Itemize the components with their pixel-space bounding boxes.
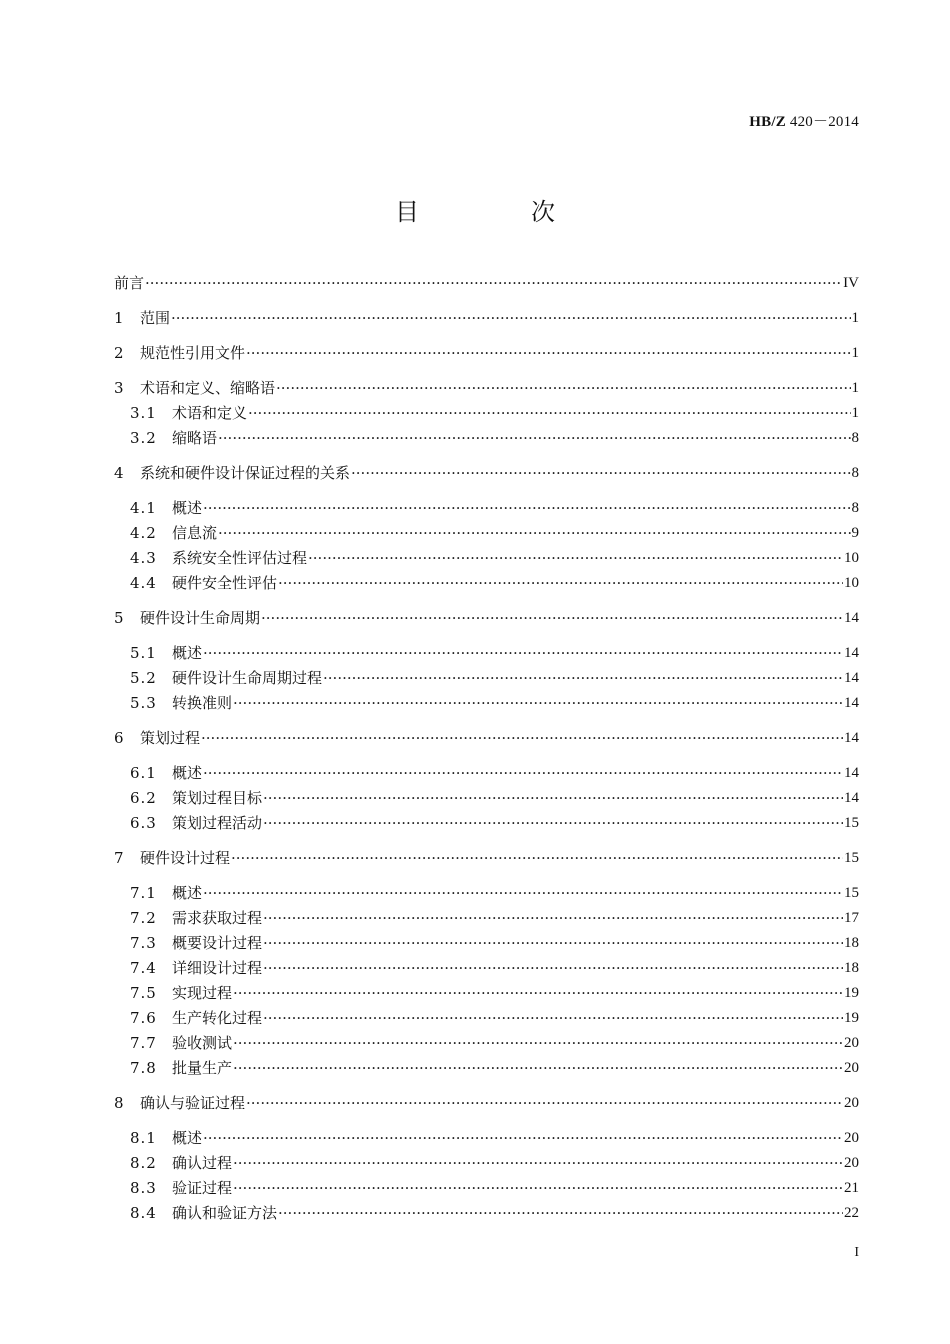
toc-entry-label: 需求获取过程 — [172, 909, 263, 927]
toc-leader-dots — [203, 883, 843, 903]
toc-entry-label: 系统和硬件设计保证过程的关系 — [140, 464, 351, 482]
toc-leader-dots — [263, 813, 843, 833]
toc-leader-dots — [203, 643, 843, 663]
toc-entry[interactable] — [130, 1178, 859, 1198]
toc-entry-page: 20 — [844, 1095, 859, 1111]
toc-entry-page: 15 — [844, 815, 859, 831]
toc-entry-number: 1 — [114, 309, 124, 327]
toc-entry-number: 8.2 — [130, 1154, 157, 1172]
toc-entry-number: 3 — [114, 379, 124, 397]
toc-entry-page: 14 — [844, 695, 859, 711]
toc-entry-label: 确认和验证方法 — [172, 1204, 278, 1222]
toc-leader-dots — [201, 728, 843, 748]
toc-entry[interactable] — [130, 1008, 859, 1028]
toc-entry-page: 14 — [844, 765, 859, 781]
standard-year: 420－2014 — [789, 114, 859, 130]
toc-entry[interactable] — [114, 848, 859, 868]
toc-entry-label: 验证过程 — [172, 1179, 233, 1197]
toc-entry-page: 17 — [844, 910, 859, 926]
toc-entry-label: 策划过程 — [140, 729, 201, 747]
toc-entry-number: 4.3 — [130, 549, 157, 567]
toc-entry[interactable] — [130, 498, 859, 518]
toc-leader-dots — [233, 693, 843, 713]
toc-entry-number: 5.1 — [130, 644, 157, 662]
toc-entry[interactable] — [114, 273, 859, 293]
toc-entry-number: 4 — [114, 464, 124, 482]
toc-entry-number: 5.3 — [130, 694, 157, 712]
toc-entry-number: 7.3 — [130, 934, 157, 952]
toc-entry[interactable] — [130, 883, 859, 903]
page-number: I — [854, 1245, 859, 1260]
toc-entry-label: 策划过程活动 — [172, 814, 263, 832]
toc-entry-label: 硬件设计过程 — [140, 849, 231, 867]
toc-leader-dots — [203, 763, 843, 783]
toc-entry-number: 3.1 — [130, 404, 157, 422]
toc-entry[interactable] — [114, 463, 859, 483]
toc-entry-label: 验收测试 — [172, 1034, 233, 1052]
toc-entry-page: 14 — [844, 670, 859, 686]
toc-entry[interactable] — [114, 728, 859, 748]
toc-entry-page: 10 — [844, 550, 859, 566]
toc-entry-page: 1 — [851, 380, 859, 396]
toc-entry-label: 前言 — [114, 274, 145, 292]
toc-entry[interactable] — [130, 1058, 859, 1078]
toc-entry[interactable] — [130, 763, 859, 783]
toc-leader-dots — [171, 308, 850, 328]
toc-entry-label: 信息流 — [172, 524, 218, 542]
toc-entry-label: 概述 — [172, 1129, 203, 1147]
toc-entry[interactable] — [130, 813, 859, 833]
toc-entry-label: 生产转化过程 — [172, 1009, 263, 1027]
toc-entry[interactable] — [130, 668, 859, 688]
toc-entry-number: 8 — [114, 1094, 124, 1112]
toc-entry-page: 20 — [844, 1035, 859, 1051]
toc-entry-page: 15 — [844, 850, 859, 866]
toc-entry[interactable] — [130, 1153, 859, 1173]
toc-entry[interactable] — [114, 608, 859, 628]
toc-leader-dots — [261, 608, 843, 628]
toc-entry-page: 22 — [844, 1205, 859, 1221]
toc-entry-page: 14 — [844, 645, 859, 661]
toc-entry-number: 2 — [114, 344, 124, 362]
toc-entry-number: 7.5 — [130, 984, 157, 1002]
toc-entry-label: 概述 — [172, 499, 203, 517]
toc-entry-number: 3.2 — [130, 429, 157, 447]
toc-entry-number: 5 — [114, 609, 124, 627]
toc-entry-number: 6.3 — [130, 814, 157, 832]
toc-leader-dots — [263, 788, 843, 808]
toc-entry-page: 14 — [844, 730, 859, 746]
toc-leader-dots — [233, 1153, 843, 1173]
standard-code: HB/Z — [749, 114, 786, 130]
toc-leader-dots — [203, 1128, 843, 1148]
toc-entry[interactable] — [114, 308, 859, 328]
toc-entry[interactable] — [130, 403, 859, 423]
toc-entry-label: 概述 — [172, 764, 203, 782]
toc-entry[interactable] — [130, 1033, 859, 1053]
toc-entry[interactable] — [114, 1093, 859, 1113]
toc-entry-number: 7.8 — [130, 1059, 157, 1077]
toc-entry-number: 6 — [114, 729, 124, 747]
toc-entry-page: IV — [843, 275, 859, 291]
toc-leader-dots — [351, 463, 850, 483]
toc-entry-number: 4.2 — [130, 524, 157, 542]
toc-leader-dots — [263, 1008, 843, 1028]
toc-entry-number: 5.2 — [130, 669, 157, 687]
toc-entry[interactable] — [130, 1203, 859, 1223]
toc-leader-dots — [263, 933, 843, 953]
toc-entry[interactable] — [130, 428, 859, 448]
toc-entry-label: 详细设计过程 — [172, 959, 263, 977]
toc-entry-page: 15 — [844, 885, 859, 901]
toc-entry-label: 术语和定义 — [172, 404, 248, 422]
toc-leader-dots — [203, 498, 850, 518]
toc-entry-page: 10 — [844, 575, 859, 591]
toc-leader-dots — [246, 343, 850, 363]
toc-entry-label: 硬件设计生命周期 — [140, 609, 261, 627]
toc-leader-dots — [278, 1203, 843, 1223]
toc-entry-number: 7 — [114, 849, 124, 867]
toc-entry[interactable] — [130, 1128, 859, 1148]
toc-entry-page: 9 — [851, 525, 859, 541]
toc-entry-page: 1 — [851, 345, 859, 361]
toc-entry-number: 7.2 — [130, 909, 157, 927]
toc-entry-label: 概要设计过程 — [172, 934, 263, 952]
toc-entry-label: 概述 — [172, 884, 203, 902]
toc-leader-dots — [233, 1033, 843, 1053]
toc-leader-dots — [308, 548, 843, 568]
toc-entry[interactable] — [130, 693, 859, 713]
toc-entry[interactable] — [130, 788, 859, 808]
toc-entry[interactable] — [130, 548, 859, 568]
toc-entry-number: 8.3 — [130, 1179, 157, 1197]
toc-entry[interactable] — [130, 958, 859, 978]
toc-entry-page: 18 — [844, 935, 859, 951]
toc-entry-number: 6.2 — [130, 789, 157, 807]
toc-leader-dots — [233, 983, 843, 1003]
toc-entry-label: 实现过程 — [172, 984, 233, 1002]
toc-entry-number: 6.1 — [130, 764, 157, 782]
toc-entry[interactable] — [130, 983, 859, 1003]
toc-entry-label: 规范性引用文件 — [140, 344, 246, 362]
toc-entry[interactable] — [130, 908, 859, 928]
toc-leader-dots — [323, 668, 843, 688]
toc-entry[interactable] — [114, 378, 859, 398]
toc-entry-label: 确认过程 — [172, 1154, 233, 1172]
toc-entry-label: 概述 — [172, 644, 203, 662]
toc-entry-page: 20 — [844, 1060, 859, 1076]
toc-entry-page: 8 — [851, 465, 859, 481]
toc-entry[interactable] — [114, 343, 859, 363]
toc-entry-label: 系统安全性评估过程 — [172, 549, 308, 567]
toc-entry-number: 8.1 — [130, 1129, 157, 1147]
toc-entry-page: 21 — [844, 1180, 859, 1196]
toc-entry-label: 硬件设计生命周期过程 — [172, 669, 323, 687]
toc-leader-dots — [246, 1093, 843, 1113]
toc-entry[interactable] — [130, 573, 859, 593]
toc-leader-dots — [276, 378, 850, 398]
toc-entry-number: 7.1 — [130, 884, 157, 902]
toc-entry-page: 20 — [844, 1155, 859, 1171]
toc-leader-dots — [218, 523, 850, 543]
toc-leader-dots — [231, 848, 843, 868]
toc-entry-number: 4.1 — [130, 499, 157, 517]
toc-leader-dots — [218, 428, 850, 448]
toc-entry-number: 7.7 — [130, 1034, 157, 1052]
toc-entry-page: 8 — [851, 430, 859, 446]
toc-entry-label: 确认与验证过程 — [140, 1094, 246, 1112]
toc-entry-page: 1 — [851, 310, 859, 326]
toc-entry-label: 术语和定义、缩略语 — [140, 379, 276, 397]
toc-entry-page: 19 — [844, 1010, 859, 1026]
toc-leader-dots — [278, 573, 843, 593]
toc-entry-label: 转换准则 — [172, 694, 233, 712]
toc-entry-number: 7.4 — [130, 959, 157, 977]
toc-leader-dots — [233, 1178, 843, 1198]
toc-entry-page: 18 — [844, 960, 859, 976]
toc-entry-page: 19 — [844, 985, 859, 1001]
toc-entry-number: 4.4 — [130, 574, 157, 592]
toc-entry[interactable] — [130, 523, 859, 543]
toc-leader-dots — [145, 273, 842, 293]
page-title: 目 次 — [395, 198, 599, 226]
toc-leader-dots — [248, 403, 850, 423]
toc-entry-label: 批量生产 — [172, 1059, 233, 1077]
toc-entry[interactable] — [130, 643, 859, 663]
toc-leader-dots — [233, 1058, 843, 1078]
toc-entry-number: 7.6 — [130, 1009, 157, 1027]
toc-leader-dots — [263, 908, 843, 928]
toc-entry-page: 20 — [844, 1130, 859, 1146]
toc-entry-label: 策划过程目标 — [172, 789, 263, 807]
toc-entry-label: 范围 — [140, 309, 171, 327]
toc-entry-number: 8.4 — [130, 1204, 157, 1222]
toc-entry-page: 8 — [851, 500, 859, 516]
toc-entry[interactable] — [130, 933, 859, 953]
toc-leader-dots — [263, 958, 843, 978]
toc-entry-page: 14 — [844, 790, 859, 806]
toc-entry-label: 缩略语 — [172, 429, 218, 447]
toc-entry-label: 硬件安全性评估 — [172, 574, 278, 592]
toc-entry-page: 1 — [851, 405, 859, 421]
toc-entry-page: 14 — [844, 610, 859, 626]
